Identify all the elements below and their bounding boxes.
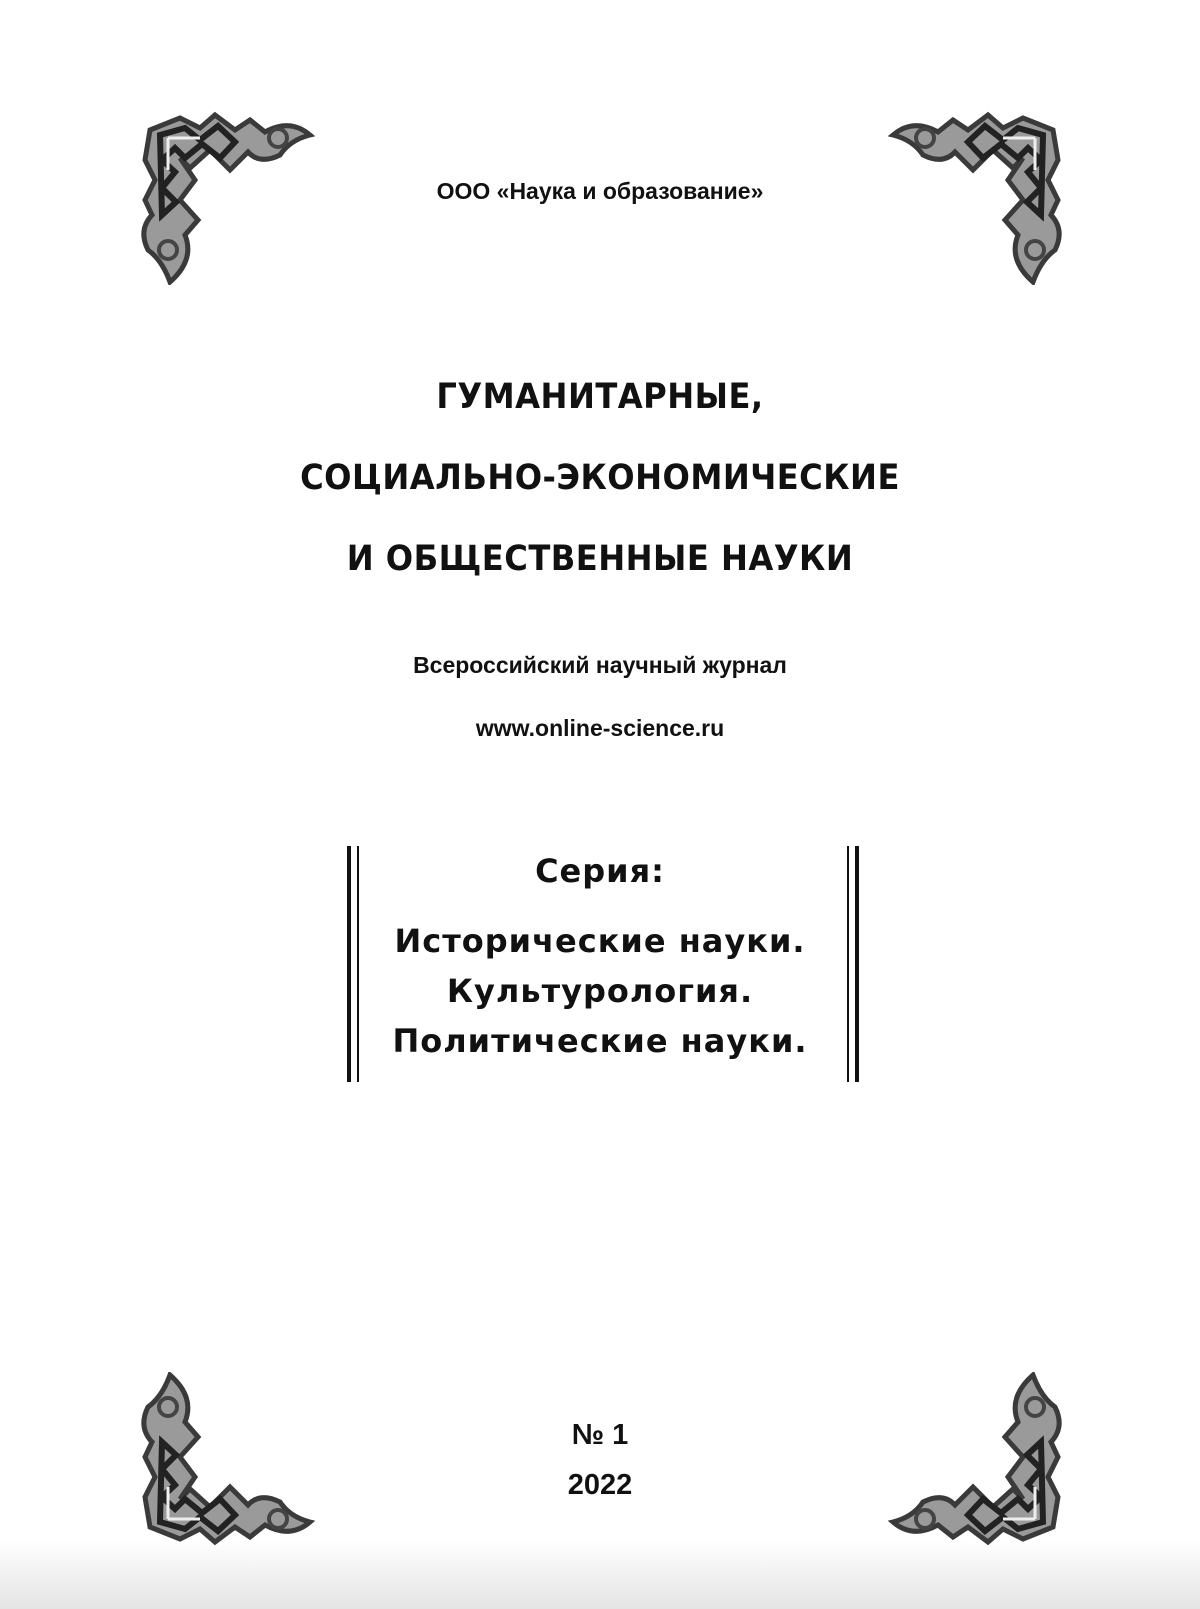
- series-line-2: Культурология.: [446, 972, 754, 1010]
- publisher-name: ООО «Наука и образование»: [436, 178, 764, 204]
- corner-ornament-icon: [888, 1372, 1063, 1547]
- journal-title-line-2: СОЦИАЛЬНО-ЭКОНОМИЧЕСКИЕ: [300, 458, 900, 498]
- series-label: Серия:: [535, 852, 665, 890]
- issue-number: № 1: [571, 1419, 629, 1451]
- journal-subtitle: Всероссийский научный журнал: [413, 652, 787, 678]
- journal-website: www.online-science.ru: [475, 715, 725, 741]
- journal-title-line-1: ГУМАНИТАРНЫЕ,: [436, 377, 764, 417]
- series-line-3: Политические науки.: [392, 1022, 808, 1060]
- journal-title-line-3: И ОБЩЕСТВЕННЫЕ НАУКИ: [346, 539, 854, 579]
- issue-year: 2022: [567, 1469, 633, 1501]
- corner-ornament-icon: [140, 1372, 315, 1547]
- series-line-1: Исторические науки.: [394, 922, 806, 960]
